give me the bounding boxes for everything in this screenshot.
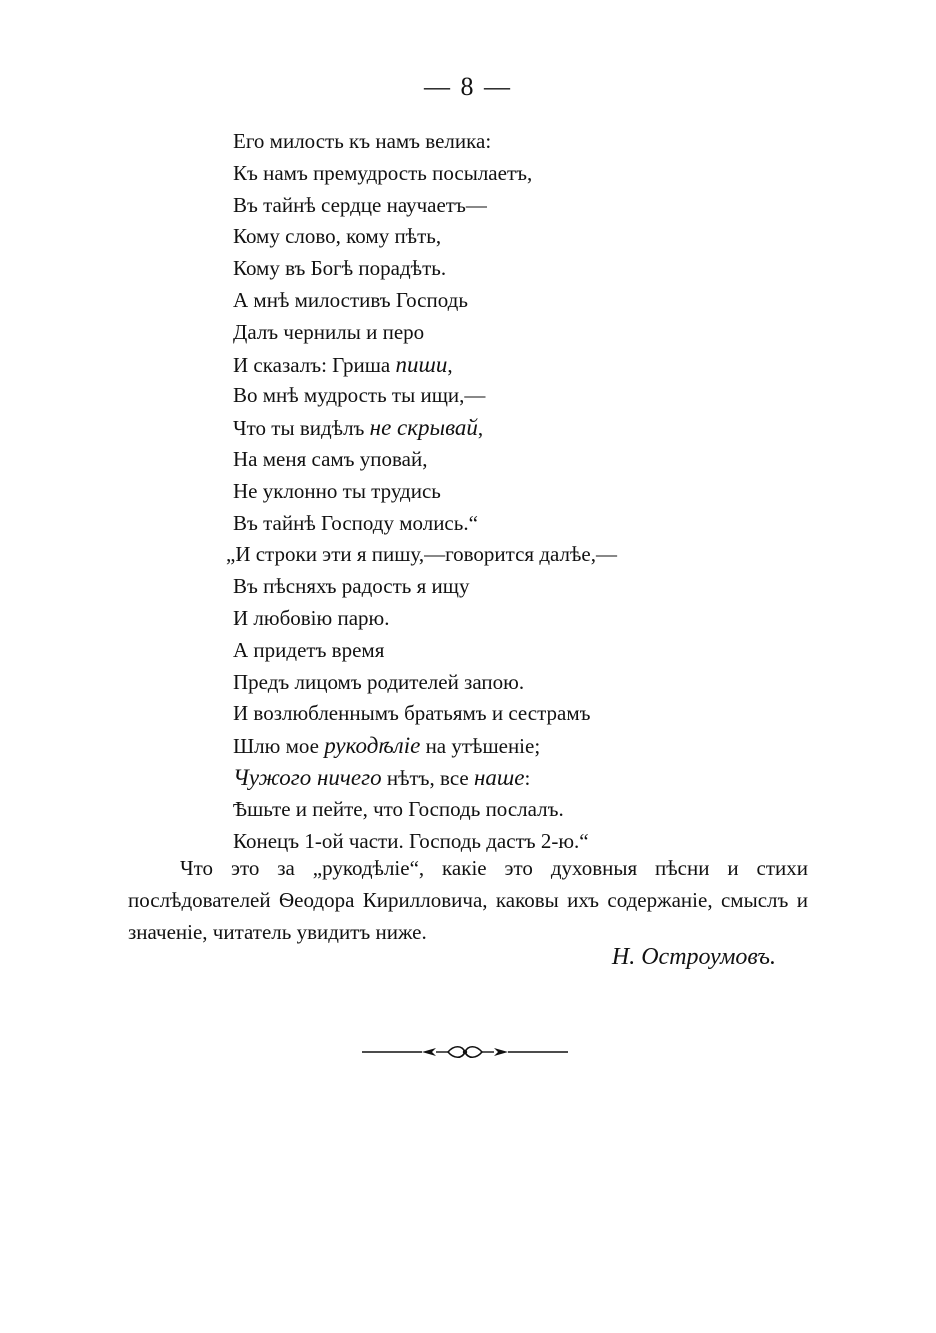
poem-text: Въ тайнѣ сердце научаетъ—	[233, 192, 487, 217]
poem-text: Кому въ Богѣ порадѣть.	[233, 256, 447, 281]
poem-line	[233, 190, 833, 222]
poem-line	[233, 476, 833, 508]
poem-line	[226, 539, 833, 571]
poem-line	[233, 253, 833, 285]
author-signature: Н. Остроумовъ.	[611, 944, 776, 970]
poem-text: Его милость къ намъ велика:	[233, 129, 492, 153]
ornament-divider-icon	[362, 1040, 568, 1064]
poem-text: Что ты видѣлъ	[233, 416, 370, 441]
poem-text: Далъ чернилы и перо	[233, 319, 425, 344]
poem-line	[233, 762, 833, 794]
poem-emphasis: Чужого ничего	[233, 764, 382, 790]
poem-text: На меня самъ уповай,	[233, 446, 428, 471]
poem-text: :	[524, 765, 531, 790]
poem-line	[233, 571, 833, 603]
poem-text: на утѣшеніе;	[420, 734, 541, 759]
poem-line	[233, 317, 833, 349]
poem-text: Во мнѣ мудрость ты ищи,—	[233, 383, 486, 408]
poem-block	[226, 126, 833, 857]
poem-text: Ѣшьте и пейте, что Господь послалъ.	[233, 796, 564, 821]
poem-text: И сказалъ: Гриша	[233, 352, 396, 377]
poem-line	[233, 635, 833, 667]
poem-line	[233, 794, 833, 826]
poem-text: Къ намъ премудрость посылаетъ,	[233, 160, 533, 185]
poem-line	[233, 126, 833, 158]
poem-line	[233, 158, 833, 190]
poem-text: Шлю мое	[233, 734, 325, 759]
poem-text: ,	[477, 416, 484, 441]
poem-line	[233, 444, 833, 476]
poem-text: А придетъ время	[233, 637, 385, 662]
poem-emphasis: наше	[473, 764, 525, 790]
poem-text: Въ тайнѣ Господу молись.“	[233, 510, 478, 535]
poem-line	[233, 698, 833, 730]
poem-line	[233, 349, 833, 381]
poem-emphasis: рукодѣліе	[324, 733, 421, 759]
poem-line	[233, 603, 833, 635]
poem-line	[233, 412, 833, 444]
poem-text: Конецъ 1-ой части. Господь дастъ 2-ю.“	[233, 828, 589, 853]
poem-line	[233, 221, 833, 253]
poem-text: Кому слово, кому пѣть,	[233, 224, 442, 249]
poem-text: И возлюбленнымъ братьямъ и сестрамъ	[233, 701, 591, 726]
poem-line	[233, 508, 833, 540]
poem-text: Не уклонно ты трудись	[233, 478, 441, 503]
poem-line	[233, 667, 833, 699]
page-number: — 8 —	[424, 72, 512, 101]
poem-emphasis: пиши	[395, 351, 448, 377]
poem-text: Въ пѣсняхъ радость я ищу	[233, 574, 470, 599]
poem-text: Предъ лицомъ родителей запою.	[233, 669, 525, 694]
poem-text: „И строки эти я пишу,—говорится далѣе,—	[226, 542, 617, 567]
poem-text: И любовію парю.	[233, 605, 390, 630]
poem-line	[233, 285, 833, 317]
commentary-paragraph: Что это за „рукодѣліе“, какіе это духовныя пѣсни и стихи послѣдователей Ѳеодора Кирилловича, каковы ихъ содержаніе, смыслъ и значеніе, читатель увидитъ ниже.	[128, 856, 808, 944]
poem-text: нѣтъ, все	[381, 765, 474, 790]
poem-line	[233, 730, 833, 762]
poem-text: ,	[447, 352, 453, 377]
poem-emphasis: не скрывай	[369, 415, 478, 441]
poem-line	[233, 380, 833, 412]
poem-text: А мнѣ милостивъ Господь	[233, 287, 468, 312]
